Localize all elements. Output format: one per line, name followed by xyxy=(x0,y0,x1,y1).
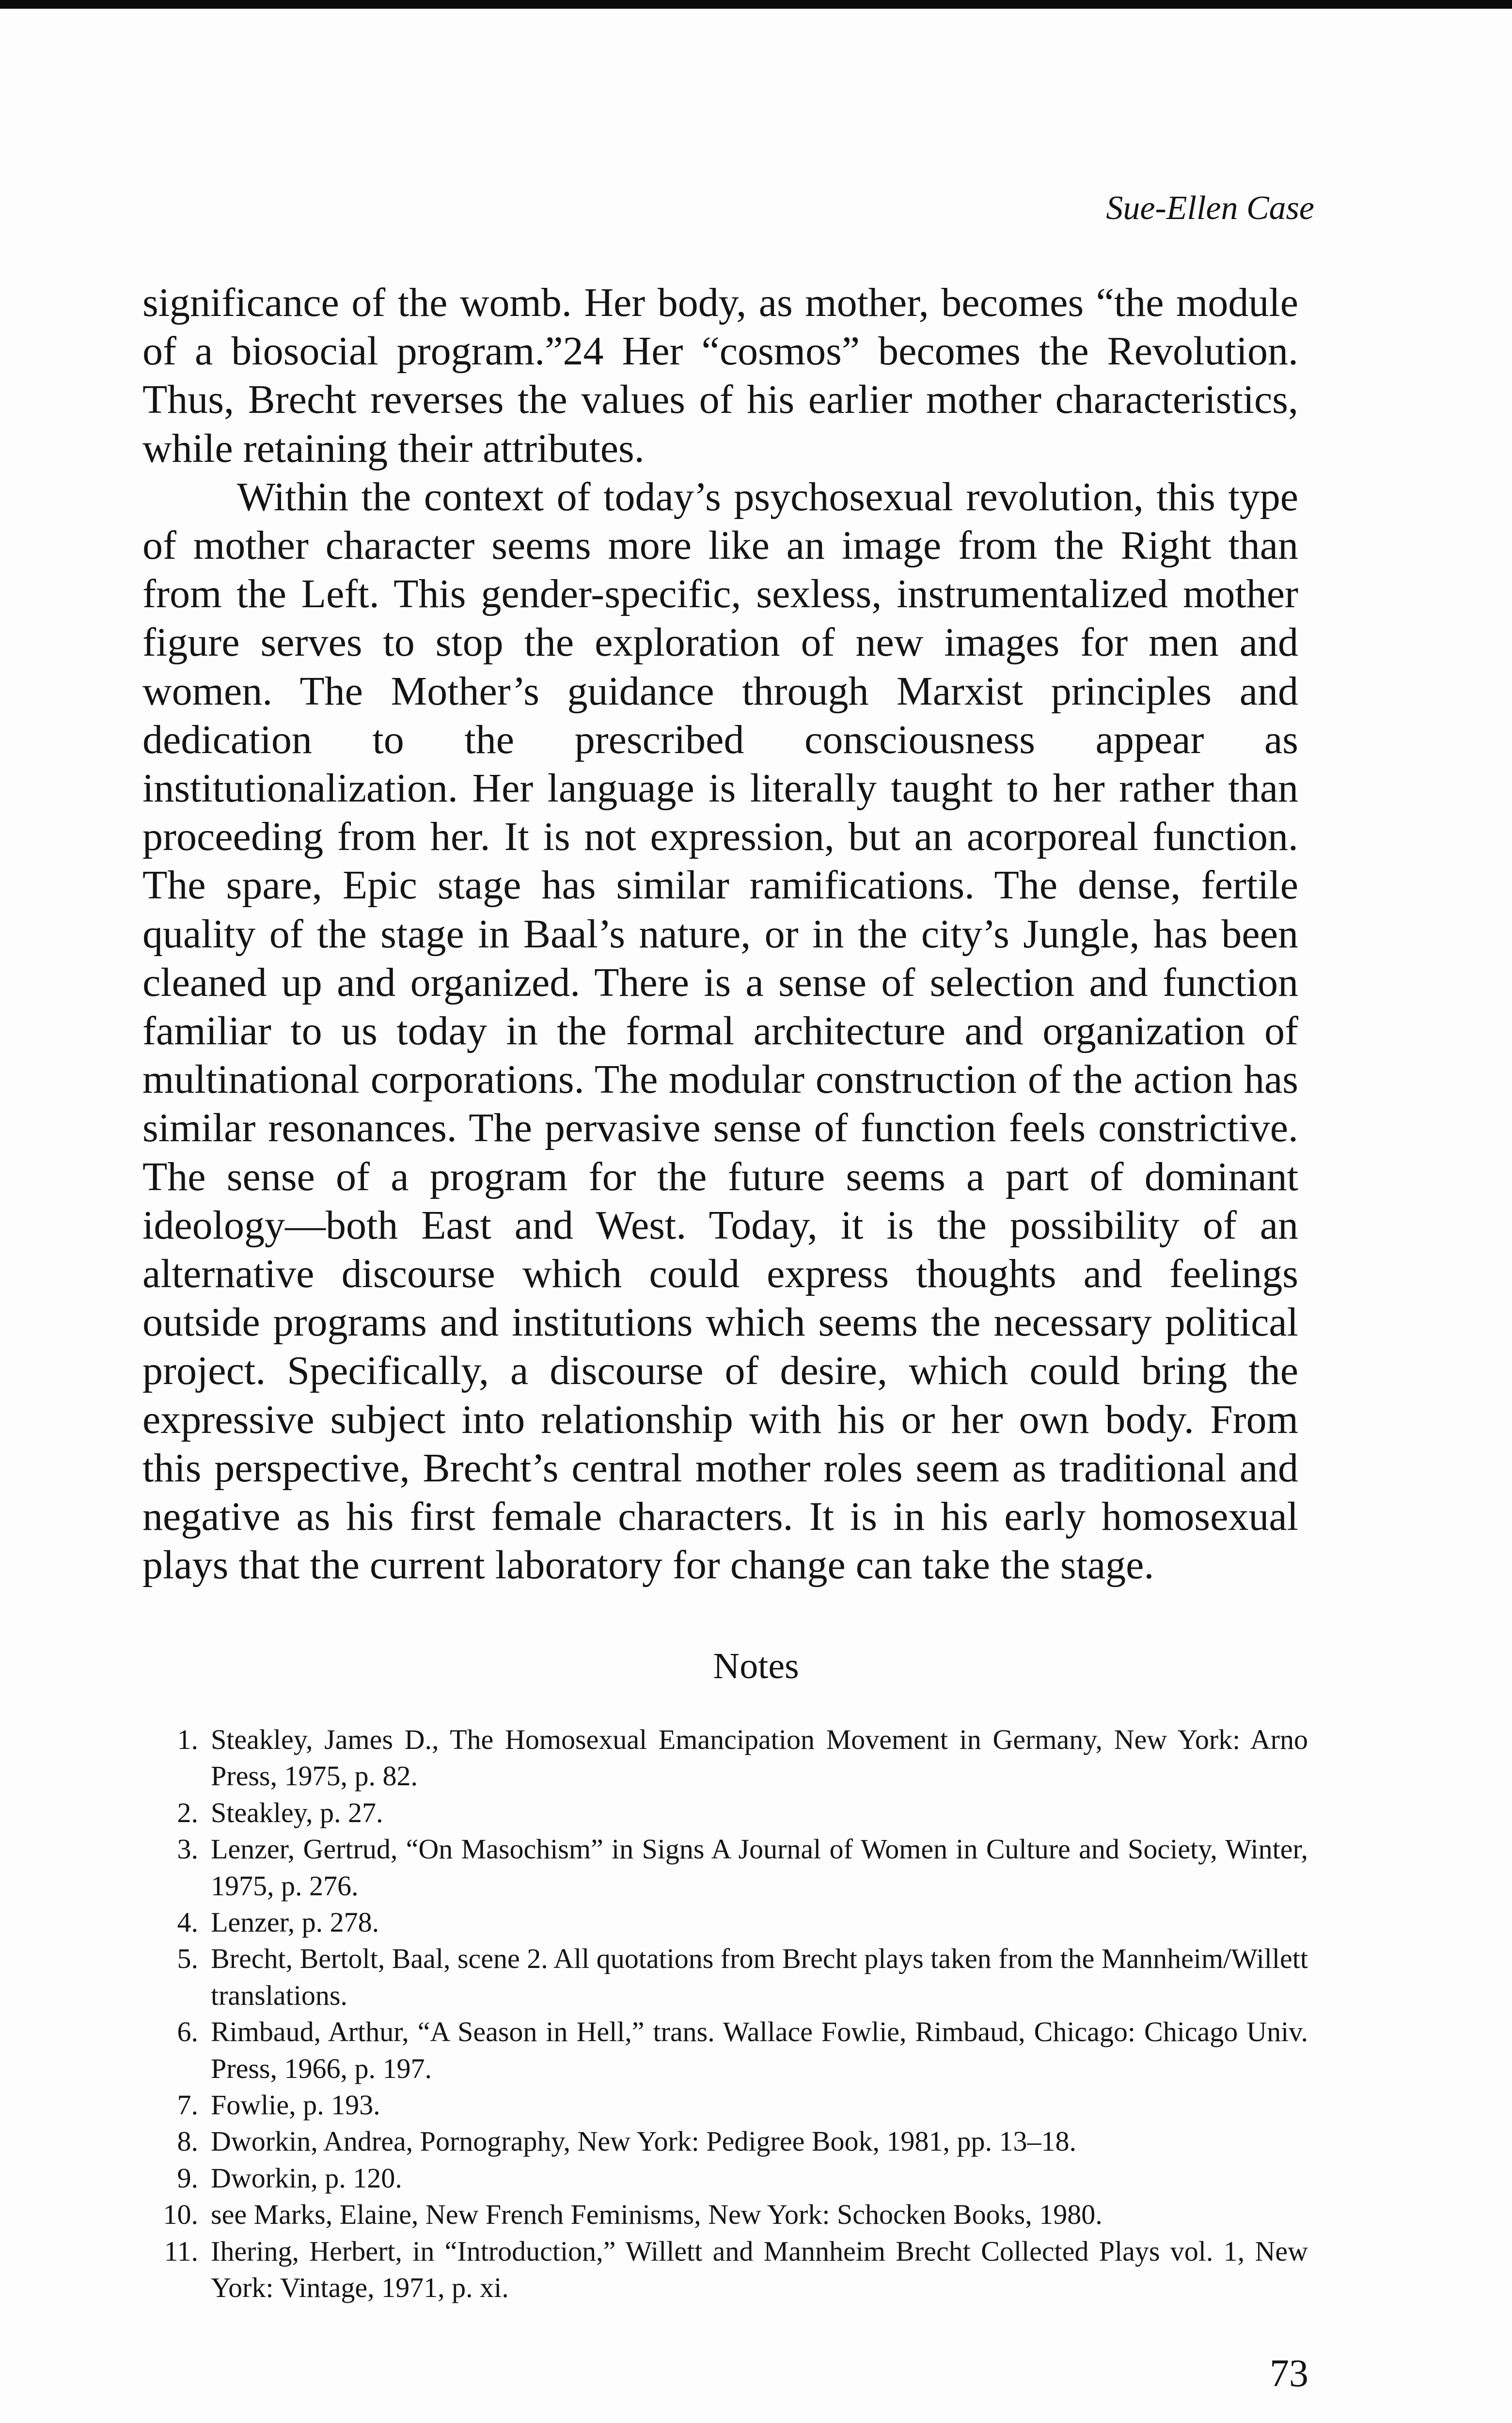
paragraph-text: Within the context of today’s psychosexual revolution, this type of mother character seems more like an image from the Right than from the Left. This gender-specific, sexless, instrumentalized mother figure serves to stop the exploration of new images for men and women. The Mother’s guidance through Marxist principles and dedication to the prescribed consciousness appear as institutionalization. Her language is literally taught to her rather than proceeding from her. It is not expression, but an acorporeal function. The spare, Epic stage has similar ramifications. The dense, fertile quality of the stage in Baal’s nature, or in the city’s Jungle, has been cleaned up and organized. There is a sense of selection and function familiar to us today in the formal architecture and organization of multinational corporations. The modular construction of the action has similar resonances. The pervasive sense of function feels constrictive. The sense of a program for the future seems a part of dominant ideology—both East and West. Today, it is the possibility of an alternative discourse which could express thoughts and feelings outside programs and institutions which seems the necessary political project. Specifically, a discourse of desire, which could bring the expressive subject into relationship with his or her own body. From this perspective, Brecht’s central mother roles seem as traditional and negative as his first female characters. It is in his early homosexual plays that the current laboratory for change can take the stage. xyxy=(142,474,1298,1588)
note-text: Fowlie, p. 193. xyxy=(211,2089,380,2121)
note-number: 3. xyxy=(177,1833,198,1865)
note-text: Steakley, p. 27. xyxy=(211,1796,383,1828)
note-number: 1. xyxy=(177,1724,198,1755)
note-item xyxy=(177,2014,1308,2087)
note-number: 11. xyxy=(164,2235,198,2267)
note-item xyxy=(177,1721,1308,1794)
body-text xyxy=(142,279,1298,1589)
note-number: 9. xyxy=(177,2162,198,2194)
note-text: see Marks, Elaine, New French Feminisms, New York: Schocken Books, 1980. xyxy=(211,2199,1102,2231)
note-number: 5. xyxy=(177,1943,198,1975)
note-text: Dworkin, p. 120. xyxy=(211,2162,402,2194)
note-item xyxy=(177,1794,1308,1831)
page-number: 73 xyxy=(1270,2352,1308,2395)
note-text: Dworkin, Andrea, Pornography, New York: Pedigree Book, 1981, pp. 13–18. xyxy=(211,2125,1077,2157)
note-item xyxy=(177,2087,1308,2123)
note-number: 7. xyxy=(177,2089,198,2121)
paragraph xyxy=(142,473,1298,1590)
note-item xyxy=(164,2233,1308,2306)
note-text: Rimbaud, Arthur, “A Season in Hell,” trans. Wallace Fowlie, Rimbaud, Chicago: Chicago Univ. Press, 1966, p. 197. xyxy=(211,2016,1308,2084)
note-item xyxy=(177,2160,1308,2196)
running-header: Sue-Ellen Case xyxy=(1106,189,1314,227)
paragraph-text: significance of the womb. Her body, as mother, becomes “the module of a biosocial program.”24 Her “cosmos” becomes the Revolution. Thus, Brecht reverses the values of his earlier mother characteristics, while retaining their attributes. xyxy=(142,280,1298,471)
note-item xyxy=(177,2123,1308,2159)
note-text: Brecht, Bertolt, Baal, scene 2. All quotations from Brecht plays taken from the Mannheim/Willett translations. xyxy=(211,1943,1308,2011)
note-number: 4. xyxy=(177,1906,198,1938)
note-text: Steakley, James D., The Homosexual Emancipation Movement in Germany, New York: Arno Press, 1975, p. 82. xyxy=(211,1724,1308,1792)
note-number: 2. xyxy=(177,1796,198,1828)
note-item xyxy=(177,1940,1308,2014)
note-text: Lenzer, p. 278. xyxy=(211,1906,379,1938)
note-number: 6. xyxy=(177,2016,198,2048)
note-item xyxy=(163,2196,1308,2233)
note-item xyxy=(177,1831,1308,1904)
note-item xyxy=(177,1904,1308,1940)
note-text: Ihering, Herbert, in “Introduction,” Willett and Mannheim Brecht Collected Plays vol. 1, New York: Vintage, 1971, p. xi. xyxy=(211,2235,1308,2304)
notes-heading: Notes xyxy=(713,1646,799,1686)
note-text: Lenzer, Gertrud, “On Masochism” in Signs A Journal of Women in Culture and Society, Winter, 1975, p. 276. xyxy=(211,1833,1308,1902)
notes-list xyxy=(142,1721,1308,2306)
page-top-edge xyxy=(0,0,1512,9)
note-number: 10. xyxy=(163,2199,198,2231)
note-number: 8. xyxy=(177,2125,198,2157)
paragraph xyxy=(142,279,1298,473)
